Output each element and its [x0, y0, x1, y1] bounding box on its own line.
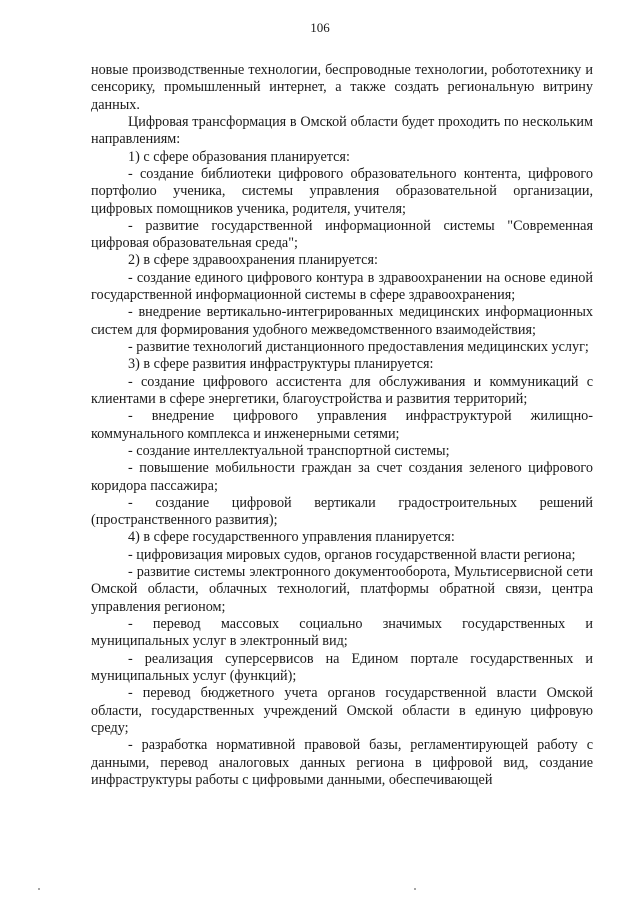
list-item: - развитие системы электронного документооборота, Мультисервисной сети Омской области, облачных технологий, платформы обратной связи, центра управления регионом;	[91, 564, 593, 615]
list-item: - цифровизация мировых судов, органов государственной власти региона;	[128, 546, 576, 563]
list-item: - развитие технологий дистанционного предоставления медицинских услуг;	[128, 339, 589, 355]
list-item: - создание библиотеки цифрового образовательного контента, цифрового портфолио ученика, системы управления образовательной организации, цифровых помощников ученика, родителя, учителя;	[91, 165, 593, 217]
list-item: - повышение мобильности граждан за счет создания зеленого цифрового коридора пассажира;	[91, 460, 593, 494]
scan-speck	[38, 888, 40, 890]
body-text	[91, 62, 593, 789]
page-number: 106	[310, 20, 330, 35]
scan-speck	[414, 888, 416, 890]
list-item: - внедрение вертикально-интегрированных медицинских информационных систем для формирования удобного межведомственного взаимодействия;	[91, 304, 593, 338]
section-heading: 3) в сфере развития инфраструктуры планируется:	[128, 356, 434, 373]
paragraph: Цифровая трансформация в Омской области будет проходить по нескольким направлениям:	[91, 113, 593, 148]
list-item: - создание интеллектуальной транспортной системы;	[128, 442, 450, 459]
list-item: - создание единого цифрового контура в здравоохранении на основе единой государственной информационной системы в сфере здравоохранения;	[91, 269, 593, 304]
list-item: - разработка нормативной правовой базы, регламентирующей работу с данными, перевод аналоговых данных региона в цифровой вид, создание инфраструктуры работы с цифровыми данными, обеспечивающей	[91, 737, 593, 788]
list-item: - развитие государственной информационной системы "Современная цифровая образовательная среда";	[91, 217, 593, 252]
list-item: - создание цифровой вертикали градостроительных решений (пространственного развития);	[91, 494, 593, 529]
list-item: - внедрение цифрового управления инфраструктурой жилищно-коммунального комплекса и инженерными сетями;	[91, 408, 593, 442]
section-heading: 1) с сфере образования планируется:	[128, 148, 350, 165]
list-item: - перевод массовых социально значимых государственных и муниципальных услуг в электронный вид;	[91, 616, 593, 650]
section-heading: 4) в сфере государственного управления планируется:	[128, 529, 455, 546]
list-item: - реализация суперсервисов на Едином портале государственных и муниципальных услуг (функций);	[91, 650, 593, 684]
paragraph: новые производственные технологии, беспроводные технологии, робототехнику и сенсорику, промышленный интернет, а также создать региональную витрину данных.	[91, 62, 593, 113]
list-item: - создание цифрового ассистента для обслуживания и коммуникаций с клиентами в сфере энергетики, благоустройства и развития территорий;	[91, 373, 593, 407]
section-heading: 2) в сфере здравоохранения планируется:	[128, 252, 378, 269]
list-item: - перевод бюджетного учета органов государственной власти Омской области, государственных учреждений Омской области в единую цифровую среду;	[91, 685, 593, 736]
